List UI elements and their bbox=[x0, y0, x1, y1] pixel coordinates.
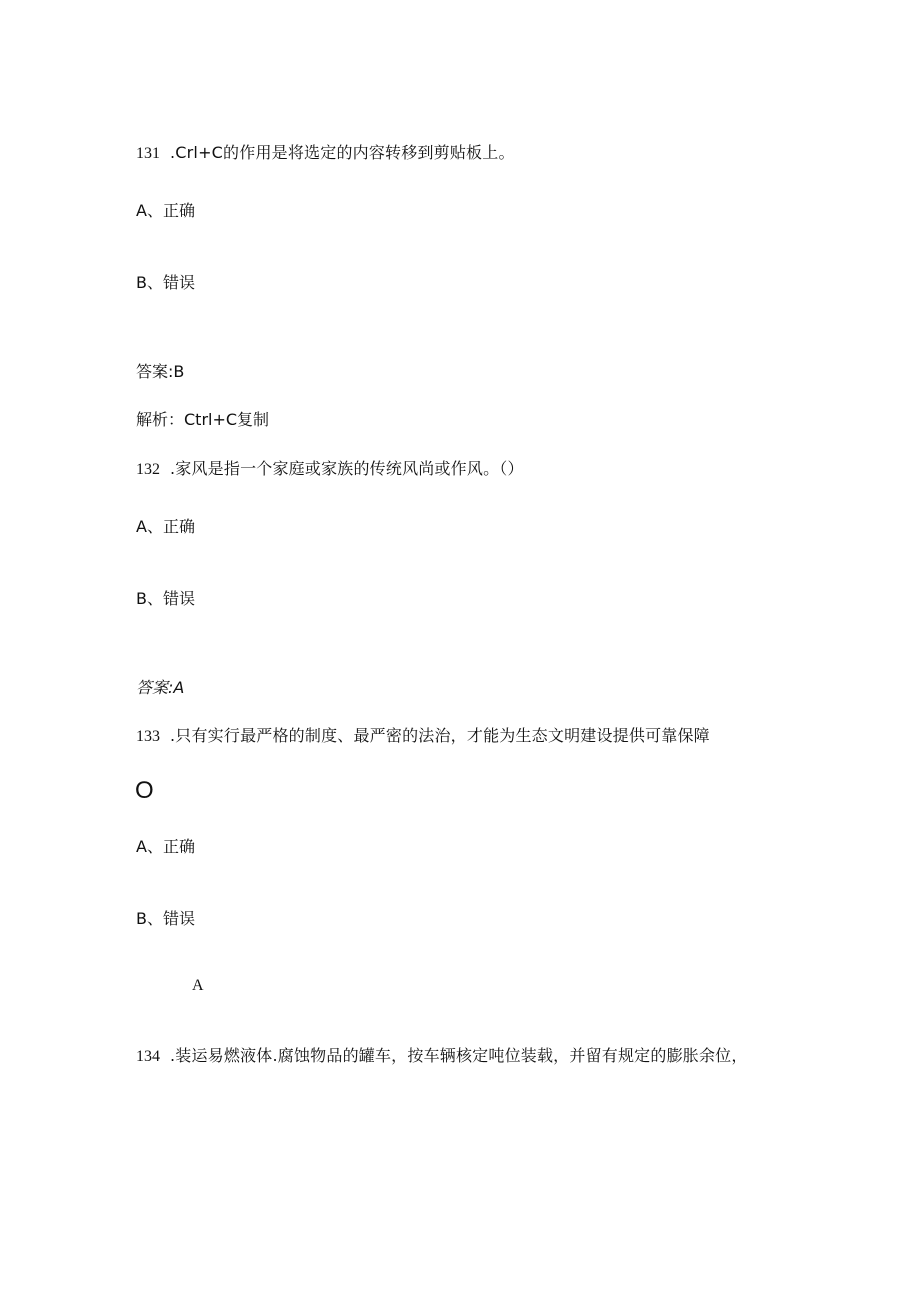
question-number: 134 bbox=[136, 1048, 160, 1065]
question-text: .家风是指一个家庭或家族的传统风尚或作风。（） bbox=[170, 459, 524, 478]
question-131 bbox=[136, 143, 515, 164]
answer-label: 答案:B bbox=[136, 362, 185, 381]
option-a: A、正确 bbox=[136, 837, 195, 856]
question-134 bbox=[136, 1046, 748, 1067]
question-number: 131 bbox=[136, 145, 160, 162]
option-a: A、正确 bbox=[136, 201, 195, 220]
option-b: B、错误 bbox=[136, 909, 195, 928]
option-b: B、错误 bbox=[136, 589, 195, 608]
option-a: A、正确 bbox=[136, 517, 195, 536]
question-text: .只有实行最严格的制度、最严密的法治，才能为生态文明建设提供可靠保障 bbox=[170, 726, 710, 745]
question-text: .Crl+C的作用是将选定的内容转移到剪贴板上。 bbox=[170, 143, 515, 162]
question-number: 133 bbox=[136, 728, 160, 745]
question-132 bbox=[136, 459, 524, 480]
answer-label: A bbox=[192, 977, 204, 994]
question-trailing-mark: O bbox=[135, 777, 154, 804]
question-text: .装运易燃液体.腐蚀物品的罐车，按车辆核定吨位装载，并留有规定的膨胀余位， bbox=[170, 1046, 748, 1065]
analysis-text: 解析：Ctrl+C复制 bbox=[136, 410, 270, 429]
question-133 bbox=[136, 726, 710, 747]
option-b: B、错误 bbox=[136, 273, 195, 292]
answer-label: 答案:A bbox=[136, 678, 185, 697]
question-number: 132 bbox=[136, 461, 160, 478]
